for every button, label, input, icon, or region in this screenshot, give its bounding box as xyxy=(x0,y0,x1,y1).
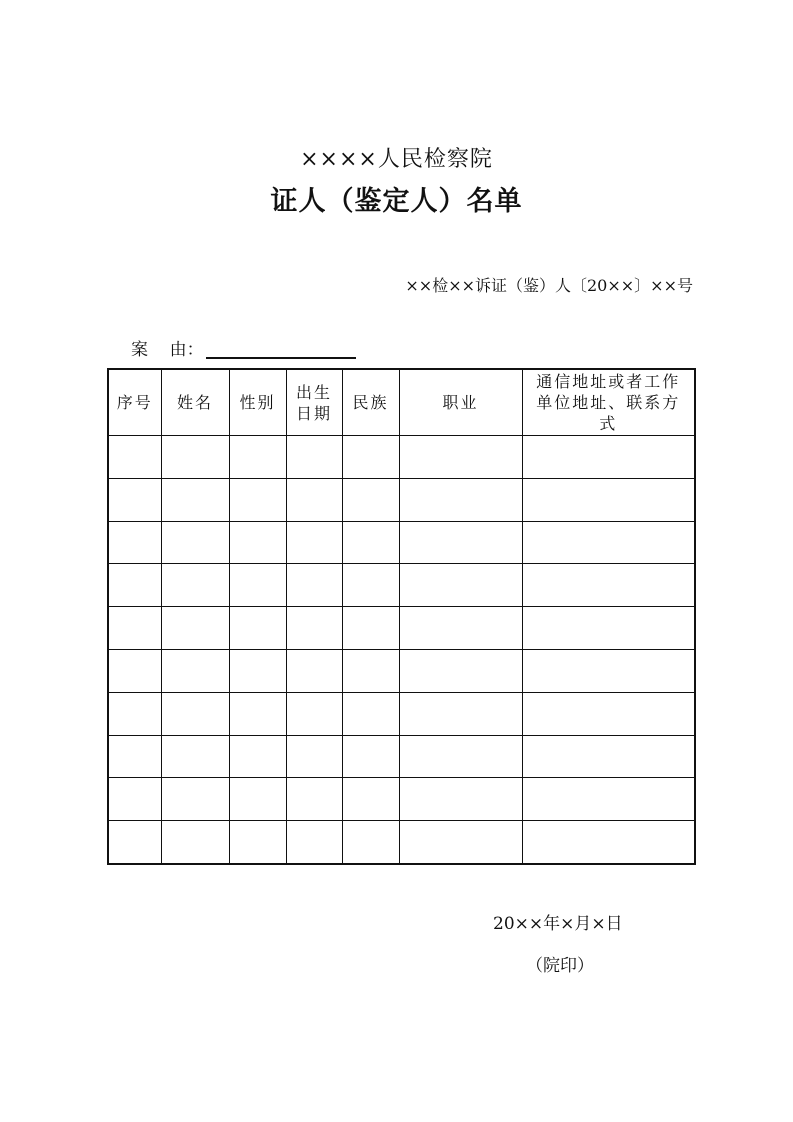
cell-address-contact[interactable] xyxy=(522,564,695,607)
table-row xyxy=(108,436,695,479)
document-date: 20××年×月×日 xyxy=(493,914,623,934)
cell-name[interactable] xyxy=(161,564,229,607)
cell-gender[interactable] xyxy=(229,564,286,607)
cell-occupation[interactable] xyxy=(399,564,522,607)
cell-occupation[interactable] xyxy=(399,649,522,692)
cell-birth-date[interactable] xyxy=(286,821,342,864)
header-ethnicity: 民族 xyxy=(342,369,399,436)
cell-ethnicity[interactable] xyxy=(342,564,399,607)
table-row xyxy=(108,735,695,778)
cell-occupation[interactable] xyxy=(399,692,522,735)
header-birth-date-text: 出生日期 xyxy=(296,382,333,423)
cell-sequence[interactable] xyxy=(108,692,161,735)
cell-name[interactable] xyxy=(161,692,229,735)
cell-ethnicity[interactable] xyxy=(342,436,399,479)
cell-address-contact[interactable] xyxy=(522,735,695,778)
cell-ethnicity[interactable] xyxy=(342,478,399,521)
header-name: 姓名 xyxy=(161,369,229,436)
cell-gender[interactable] xyxy=(229,649,286,692)
cell-occupation[interactable] xyxy=(399,521,522,564)
table-row xyxy=(108,649,695,692)
cell-ethnicity[interactable] xyxy=(342,607,399,650)
cell-ethnicity[interactable] xyxy=(342,778,399,821)
cell-address-contact[interactable] xyxy=(522,607,695,650)
table-body xyxy=(108,436,695,864)
cell-address-contact[interactable] xyxy=(522,649,695,692)
cell-sequence[interactable] xyxy=(108,436,161,479)
table-row xyxy=(108,607,695,650)
table-row xyxy=(108,564,695,607)
cell-birth-date[interactable] xyxy=(286,436,342,479)
cell-sequence[interactable] xyxy=(108,649,161,692)
cell-address-contact[interactable] xyxy=(522,778,695,821)
cell-ethnicity[interactable] xyxy=(342,649,399,692)
case-cause-field[interactable] xyxy=(206,337,356,359)
cell-name[interactable] xyxy=(161,436,229,479)
cell-gender[interactable] xyxy=(229,821,286,864)
cell-gender[interactable] xyxy=(229,436,286,479)
cell-sequence[interactable] xyxy=(108,607,161,650)
cell-occupation[interactable] xyxy=(399,821,522,864)
header-address-contact-text: 通信地址或者工作单位地址、联系方式 xyxy=(536,372,681,433)
cell-ethnicity[interactable] xyxy=(342,521,399,564)
cell-gender[interactable] xyxy=(229,778,286,821)
cell-name[interactable] xyxy=(161,778,229,821)
seal-note: （院印） xyxy=(526,956,594,976)
procuratorate-name: ××××人民检察院 xyxy=(300,147,493,172)
cell-gender[interactable] xyxy=(229,735,286,778)
header-birth-date xyxy=(286,369,342,436)
cell-gender[interactable] xyxy=(229,521,286,564)
cell-ethnicity[interactable] xyxy=(342,821,399,864)
cell-birth-date[interactable] xyxy=(286,607,342,650)
cell-gender[interactable] xyxy=(229,478,286,521)
table-row xyxy=(108,821,695,864)
cell-sequence[interactable] xyxy=(108,735,161,778)
cell-address-contact[interactable] xyxy=(522,478,695,521)
witness-table xyxy=(107,368,696,865)
cell-sequence[interactable] xyxy=(108,478,161,521)
cell-sequence[interactable] xyxy=(108,778,161,821)
header-address-contact xyxy=(522,369,695,436)
cell-sequence[interactable] xyxy=(108,521,161,564)
table-row xyxy=(108,478,695,521)
cell-occupation[interactable] xyxy=(399,778,522,821)
cell-birth-date[interactable] xyxy=(286,521,342,564)
cell-sequence[interactable] xyxy=(108,564,161,607)
cell-birth-date[interactable] xyxy=(286,478,342,521)
cell-name[interactable] xyxy=(161,649,229,692)
table-row xyxy=(108,521,695,564)
cell-occupation[interactable] xyxy=(399,436,522,479)
table-row xyxy=(108,778,695,821)
cell-ethnicity[interactable] xyxy=(342,692,399,735)
cell-ethnicity[interactable] xyxy=(342,735,399,778)
document-number: ××检××诉证（鉴）人〔20××〕××号 xyxy=(405,276,693,295)
cell-address-contact[interactable] xyxy=(522,821,695,864)
table-header-row xyxy=(108,369,695,436)
header-gender: 性别 xyxy=(229,369,286,436)
cell-gender[interactable] xyxy=(229,692,286,735)
table-row xyxy=(108,692,695,735)
cell-name[interactable] xyxy=(161,607,229,650)
header-sequence: 序号 xyxy=(108,369,161,436)
cell-gender[interactable] xyxy=(229,607,286,650)
cell-name[interactable] xyxy=(161,735,229,778)
cell-name[interactable] xyxy=(161,521,229,564)
cell-birth-date[interactable] xyxy=(286,692,342,735)
header-occupation: 职业 xyxy=(399,369,522,436)
cell-name[interactable] xyxy=(161,478,229,521)
case-cause-row xyxy=(131,337,356,361)
cell-name[interactable] xyxy=(161,821,229,864)
cell-sequence[interactable] xyxy=(108,821,161,864)
case-cause-label: 案 由： xyxy=(131,340,204,360)
cell-birth-date[interactable] xyxy=(286,649,342,692)
cell-address-contact[interactable] xyxy=(522,692,695,735)
cell-address-contact[interactable] xyxy=(522,436,695,479)
document-title: 证人（鉴定人）名单 xyxy=(270,186,523,217)
cell-occupation[interactable] xyxy=(399,735,522,778)
cell-address-contact[interactable] xyxy=(522,521,695,564)
cell-birth-date[interactable] xyxy=(286,564,342,607)
cell-birth-date[interactable] xyxy=(286,778,342,821)
cell-occupation[interactable] xyxy=(399,478,522,521)
cell-occupation[interactable] xyxy=(399,607,522,650)
cell-birth-date[interactable] xyxy=(286,735,342,778)
